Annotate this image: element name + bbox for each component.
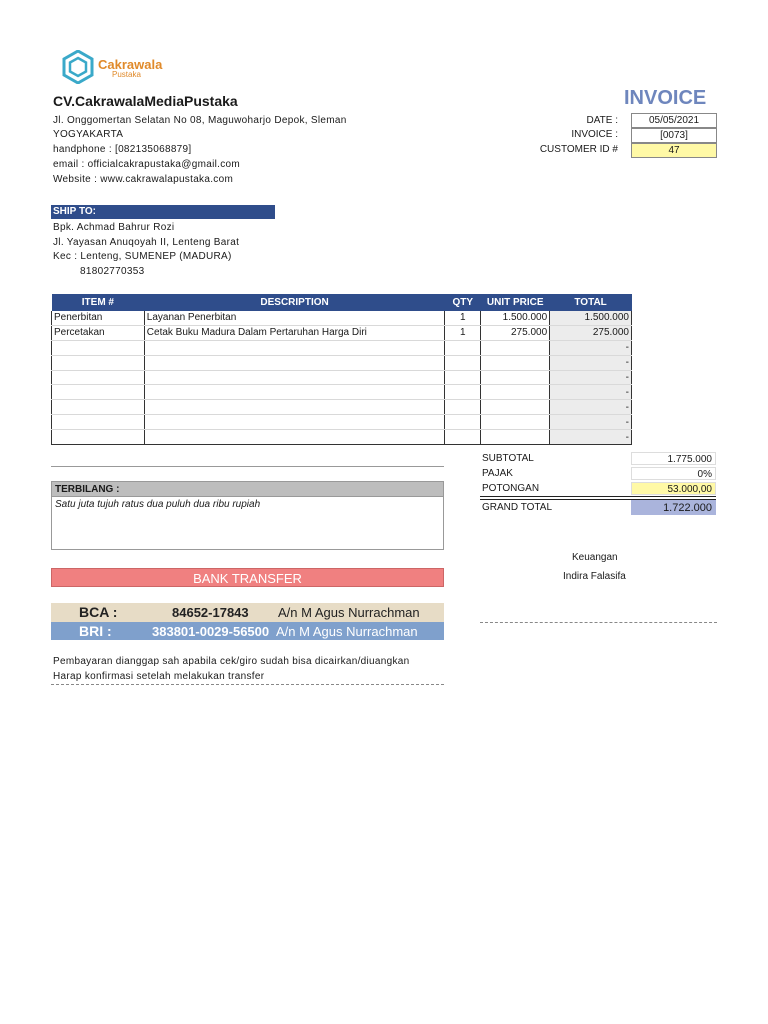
cell-total: - [550,400,632,415]
cell-qty [445,385,481,400]
cell-item [52,385,145,400]
cell-item [52,430,145,445]
company-phone: handphone : [082135068879] [53,144,192,155]
col-header-unit-price: UNIT PRICE [481,294,550,311]
bank-name: BRI : [79,623,112,639]
cell-item: Percetakan [52,325,145,340]
cell-description [144,415,445,430]
cell-description [144,340,445,355]
cell-description [144,355,445,370]
bank-account-holder: A/n M Agus Nurrachman [278,605,420,620]
ship-to-phone: 81802770353 [80,266,145,277]
cell-qty [445,355,481,370]
terbilang-header: TERBILANG : [51,481,444,497]
company-address-line1: Jl. Onggomertan Selatan No 08, Maguwoharjo Depok, Sleman [53,115,347,126]
col-header-total: TOTAL [550,294,632,311]
cell-total: - [550,340,632,355]
cell-total: 275.000 [550,325,632,340]
cell-unit-price: 275.000 [481,325,550,340]
cell-description [144,400,445,415]
bank-row-bca [51,603,444,622]
bank-row-bri [51,622,444,640]
cell-item [52,400,145,415]
col-header-description: DESCRIPTION [144,294,445,311]
cell-item [52,370,145,385]
cell-unit-price [481,355,550,370]
col-header-item: ITEM # [52,294,145,311]
table-row [52,385,632,400]
invoice-title: INVOICE [624,87,707,109]
cell-total: - [550,430,632,445]
grand-total-value: 1.722.000 [631,500,716,515]
customer-id-label: CUSTOMER ID # [539,144,618,155]
cell-description [144,430,445,445]
table-row [52,325,632,340]
table-row [52,430,632,445]
signature-role: Keuangan [572,552,618,563]
grand-total-label: GRAND TOTAL [482,502,553,513]
cell-qty [445,370,481,385]
col-header-qty: QTY [445,294,481,311]
company-name: CV.CakrawalaMediaPustaka [53,93,238,109]
cell-item [52,415,145,430]
cell-item [52,340,145,355]
cell-total: - [550,370,632,385]
company-website: Website : www.cakrawalapustaka.com [53,174,234,185]
logo-wordmark: Cakrawala [98,57,163,72]
bank-account-number: 383801-0029-56500 [152,624,270,639]
cell-unit-price [481,370,550,385]
date-value: 05/05/2021 [631,113,717,128]
bank-transfer-header: BANK TRANSFER [51,568,444,587]
cell-qty: 1 [445,311,481,325]
company-address-line2: YOGYAKARTA [53,129,124,140]
bank-account-holder: A/n M Agus Nurrachman [276,624,418,639]
signature-name: Indira Falasifa [563,571,626,582]
pajak-value: 0% [631,467,716,480]
bank-account-number: 84652-17843 [172,605,249,620]
invoice-number-label: INVOICE : [571,129,618,140]
ship-to-address2: Kec : Lenteng, SUMENEP (MADURA) [53,251,232,262]
table-row [52,415,632,430]
items-table [51,294,632,445]
company-email: email : officialcakrapustaka@gmail.com [53,159,240,170]
payment-note: Pembayaran dianggap sah apabila cek/giro sudah bisa dicairkan/diuangkan [53,656,410,667]
cell-unit-price [481,430,550,445]
ship-to-header: SHIP TO: [51,205,275,219]
table-row [52,340,632,355]
subtotal-label: SUBTOTAL [482,453,534,464]
cell-unit-price [481,385,550,400]
cell-unit-price: 1.500.000 [481,311,550,325]
cell-qty: 1 [445,325,481,340]
pajak-label: PAJAK [482,468,513,479]
cell-description [144,370,445,385]
bank-name: BCA : [79,604,118,620]
cell-qty [445,415,481,430]
logo-subtitle: Pustaka [112,70,141,79]
cell-unit-price [481,340,550,355]
ship-to-address1: Jl. Yayasan Anuqoyah II, Lenteng Barat [53,237,240,248]
cell-total: - [550,415,632,430]
table-row [52,400,632,415]
potongan-value: 53.000,00 [631,482,716,495]
cell-item: Penerbitan [52,311,145,325]
table-row [52,311,632,325]
customer-id-value: 47 [631,143,717,158]
table-row [52,355,632,370]
table-row [52,370,632,385]
subtotal-value: 1.775.000 [631,452,716,465]
cell-description [144,385,445,400]
cell-unit-price [481,400,550,415]
footer-divider [51,684,444,685]
cell-qty [445,400,481,415]
cell-total: - [550,385,632,400]
items-table-header [52,294,632,311]
cell-qty [445,340,481,355]
ship-to-name: Bpk. Achmad Bahrur Rozi [53,222,175,233]
date-label: DATE : [586,115,618,126]
confirmation-note: Harap konfirmasi setelah melakukan transfer [53,671,265,682]
cell-total: 1.500.000 [550,311,632,325]
signature-line [480,622,717,623]
potongan-label: POTONGAN [482,483,540,494]
invoice-number-value: [0073] [631,128,717,143]
cell-description: Layanan Penerbitan [144,311,445,325]
terbilang-text: Satu juta tujuh ratus dua puluh dua ribu rupiah [51,497,444,550]
cell-description: Cetak Buku Madura Dalam Pertaruhan Harga Diri [144,325,445,340]
cell-qty [445,430,481,445]
cell-total: - [550,355,632,370]
cell-item [52,355,145,370]
terbilang-divider [51,466,444,467]
cell-unit-price [481,415,550,430]
